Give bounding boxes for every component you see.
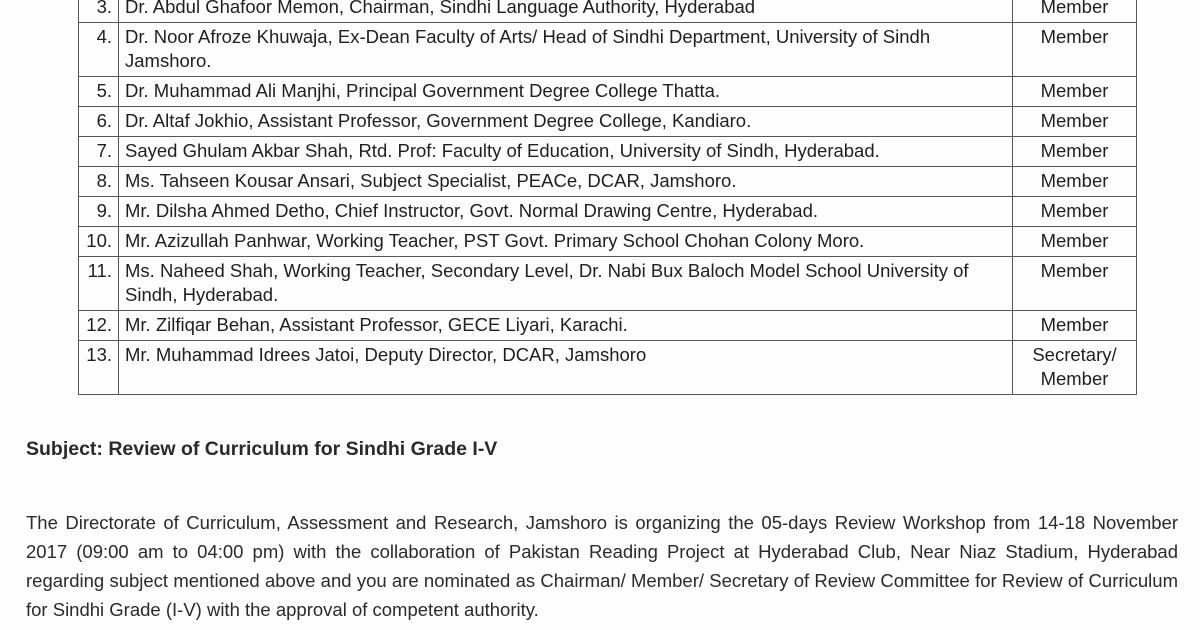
row-number: 9. bbox=[79, 197, 119, 227]
row-number: 7. bbox=[79, 137, 119, 167]
row-number: 11. bbox=[79, 257, 119, 311]
body-paragraph: The Directorate of Curriculum, Assessment and Research, Jamshoro is organizing the 05-days Review Workshop from 14-18 November 2017 (09:00 am to 04:00 pm) with the collaboration of Pakistan Reading Project at Hyderabad Club, Near Niaz Stadium, Hyderabad regarding subject mentioned above and you are nominated as Chairman/ Member/ Secretary of Review Committee for Review of Curriculum for Sindhi Grade (I-V) with the approval of competent authority. bbox=[26, 512, 1178, 620]
row-number: 5. bbox=[79, 77, 119, 107]
member-role: Member bbox=[1013, 167, 1137, 197]
member-name: Dr. Abdul Ghafoor Memon, Chairman, Sindhi Language Authority, Hyderabad bbox=[119, 0, 1013, 23]
row-number: 8. bbox=[79, 167, 119, 197]
member-name: Dr. Muhammad Ali Manjhi, Principal Government Degree College Thatta. bbox=[119, 77, 1013, 107]
table-row bbox=[79, 341, 1137, 395]
member-role: Member bbox=[1013, 257, 1137, 311]
table-row bbox=[79, 23, 1137, 77]
member-role: Member bbox=[1013, 197, 1137, 227]
member-name: Dr. Altaf Jokhio, Assistant Professor, Government Degree College, Kandiaro. bbox=[119, 107, 1013, 137]
table-row bbox=[79, 311, 1137, 341]
row-number: 12. bbox=[79, 311, 119, 341]
member-role: Secretary/ Member bbox=[1013, 341, 1137, 395]
table-row bbox=[79, 107, 1137, 137]
member-name: Mr. Azizullah Panhwar, Working Teacher, PST Govt. Primary School Chohan Colony Moro. bbox=[119, 227, 1013, 257]
table-row bbox=[79, 227, 1137, 257]
row-number: 4. bbox=[79, 23, 119, 77]
subject-heading: Subject: Review of Curriculum for Sindhi Grade I-V bbox=[26, 438, 498, 460]
row-number: 6. bbox=[79, 107, 119, 137]
member-role: Member bbox=[1013, 227, 1137, 257]
member-role: Member bbox=[1013, 0, 1137, 23]
committee-table bbox=[78, 0, 1137, 395]
member-role: Member bbox=[1013, 137, 1137, 167]
member-role: Member bbox=[1013, 107, 1137, 137]
member-name: Mr. Muhammad Idrees Jatoi, Deputy Director, DCAR, Jamshoro bbox=[119, 341, 1013, 395]
row-number: 10. bbox=[79, 227, 119, 257]
member-role: Member bbox=[1013, 23, 1137, 77]
row-number: 13. bbox=[79, 341, 119, 395]
table-row bbox=[79, 257, 1137, 311]
member-role: Member bbox=[1013, 311, 1137, 341]
member-name: Mr. Dilsha Ahmed Detho, Chief Instructor, Govt. Normal Drawing Centre, Hyderabad. bbox=[119, 197, 1013, 227]
table-row bbox=[79, 77, 1137, 107]
member-name: Ms. Tahseen Kousar Ansari, Subject Specialist, PEACe, DCAR, Jamshoro. bbox=[119, 167, 1013, 197]
row-number: 3. bbox=[79, 0, 119, 23]
member-name: Dr. Noor Afroze Khuwaja, Ex-Dean Faculty of Arts/ Head of Sindhi Department, University of Sindh Jamshoro. bbox=[119, 23, 1013, 77]
table-row bbox=[79, 0, 1137, 23]
member-name: Mr. Zilfiqar Behan, Assistant Professor, GECE Liyari, Karachi. bbox=[119, 311, 1013, 341]
table-row bbox=[79, 197, 1137, 227]
table-row bbox=[79, 167, 1137, 197]
member-name: Sayed Ghulam Akbar Shah, Rtd. Prof: Faculty of Education, University of Sindh, Hyderabad. bbox=[119, 137, 1013, 167]
member-role: Member bbox=[1013, 77, 1137, 107]
member-name: Ms. Naheed Shah, Working Teacher, Secondary Level, Dr. Nabi Bux Baloch Model School University of Sindh, Hyderabad. bbox=[119, 257, 1013, 311]
table-row bbox=[79, 137, 1137, 167]
